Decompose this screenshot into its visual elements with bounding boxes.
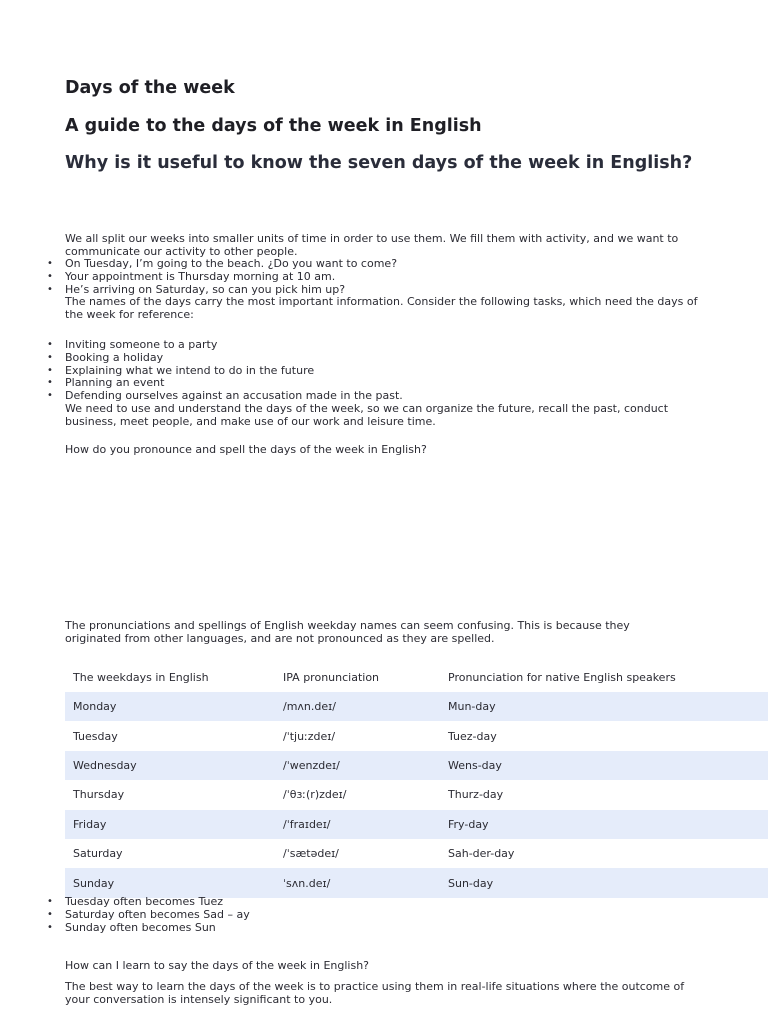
tasks-list — [65, 339, 403, 403]
list-item: • Booking a holiday — [65, 352, 403, 365]
table-row — [65, 868, 768, 897]
table-cell: Thursday — [73, 788, 125, 802]
list-item: • On Tuesday, I’m going to the beach. ¿Do you want to come? — [65, 258, 397, 271]
page-title: Days of the week — [65, 78, 235, 98]
table-cell: Sunday — [65, 868, 275, 897]
intro-paragraph: We all split our weeks into smaller units of time in order to use them. We fill them with activity, and we want to communicate our activity to other people. — [65, 232, 679, 258]
table-cell: /ˈsætədeɪ/ — [283, 847, 339, 861]
practice-paragraph: The best way to learn the days of the week is to practice using them in real-life situations where the outcome of your conversation is intensely significant to you. — [65, 980, 685, 1006]
column-header: IPA pronunciation — [283, 670, 380, 684]
page-subtitle: A guide to the days of the week in English — [65, 116, 482, 136]
table-cell: Tuesday — [73, 729, 118, 743]
table-cell: Tuez-day — [448, 729, 497, 743]
column-header: The weekdays in English — [73, 670, 209, 684]
list-item: • He’s arriving on Saturday, so can you pick him up? — [65, 284, 397, 297]
table-header-row — [65, 662, 768, 692]
table-cell: /ˈθɜː(r)zdeɪ/ — [283, 788, 347, 802]
table-cell: Mun-day — [440, 692, 768, 721]
list-item: • Inviting someone to a party — [65, 339, 403, 352]
learn-question: How can I learn to say the days of the week in English? — [65, 959, 370, 972]
table-row — [65, 692, 768, 721]
table-cell: ˈsʌn.deɪ/ — [275, 868, 440, 897]
table-cell: /mʌn.deɪ/ — [275, 692, 440, 721]
names-paragraph: The names of the days carry the most important information. Consider the following tasks, which need the days of the week for reference: — [65, 295, 698, 321]
list-item: • Sunday often becomes Sun — [65, 922, 250, 935]
table-cell: /ˈtjuːzdeɪ/ — [283, 729, 336, 743]
table-cell: Sah-der-day — [448, 847, 515, 861]
table-cell: Wednesday — [65, 751, 275, 780]
shortenings-list — [65, 896, 250, 934]
list-item: • Defending ourselves against an accusation made in the past. — [65, 390, 403, 403]
list-item: • Saturday often becomes Sad – ay — [65, 909, 250, 922]
list-item: • Your appointment is Thursday morning at 10 am. — [65, 271, 397, 284]
table-row — [65, 721, 768, 750]
table-cell: Thurz-day — [448, 788, 504, 802]
table-cell: Friday — [65, 810, 275, 839]
column-header: Pronunciation for native English speakers — [448, 670, 676, 684]
table-cell: /ˈfraɪdeɪ/ — [275, 810, 440, 839]
list-item: • Planning an event — [65, 377, 403, 390]
list-item: • Explaining what we intend to do in the future — [65, 365, 403, 378]
list-item: • Tuesday often becomes Tuez — [65, 896, 250, 909]
table-cell: Wens-day — [440, 751, 768, 780]
table-row — [65, 810, 768, 839]
table-cell: Fry-day — [440, 810, 768, 839]
pronounce-question: How do you pronounce and spell the days of the week in English? — [65, 443, 427, 456]
table-cell: Saturday — [73, 847, 123, 861]
table-row — [65, 780, 768, 809]
pronunciation-paragraph: The pronunciations and spellings of English weekday names can seem confusing. This is because they originated from other languages, and are not pronounced as they are spelled. — [65, 619, 630, 645]
example-sentences-list — [65, 258, 397, 296]
weekday-pronunciation-table — [65, 662, 768, 898]
table-cell: /ˈwenzdeɪ/ — [275, 751, 440, 780]
table-row — [65, 839, 768, 868]
section-heading-why-useful: Why is it useful to know the seven days of the week in English? — [65, 153, 693, 173]
table-cell: Sun-day — [440, 868, 768, 897]
table-cell: Monday — [65, 692, 275, 721]
table-row — [65, 751, 768, 780]
need-paragraph: We need to use and understand the days of the week, so we can organize the future, recall the past, conduct business, meet people, and make use of our work and leisure time. — [65, 402, 669, 428]
